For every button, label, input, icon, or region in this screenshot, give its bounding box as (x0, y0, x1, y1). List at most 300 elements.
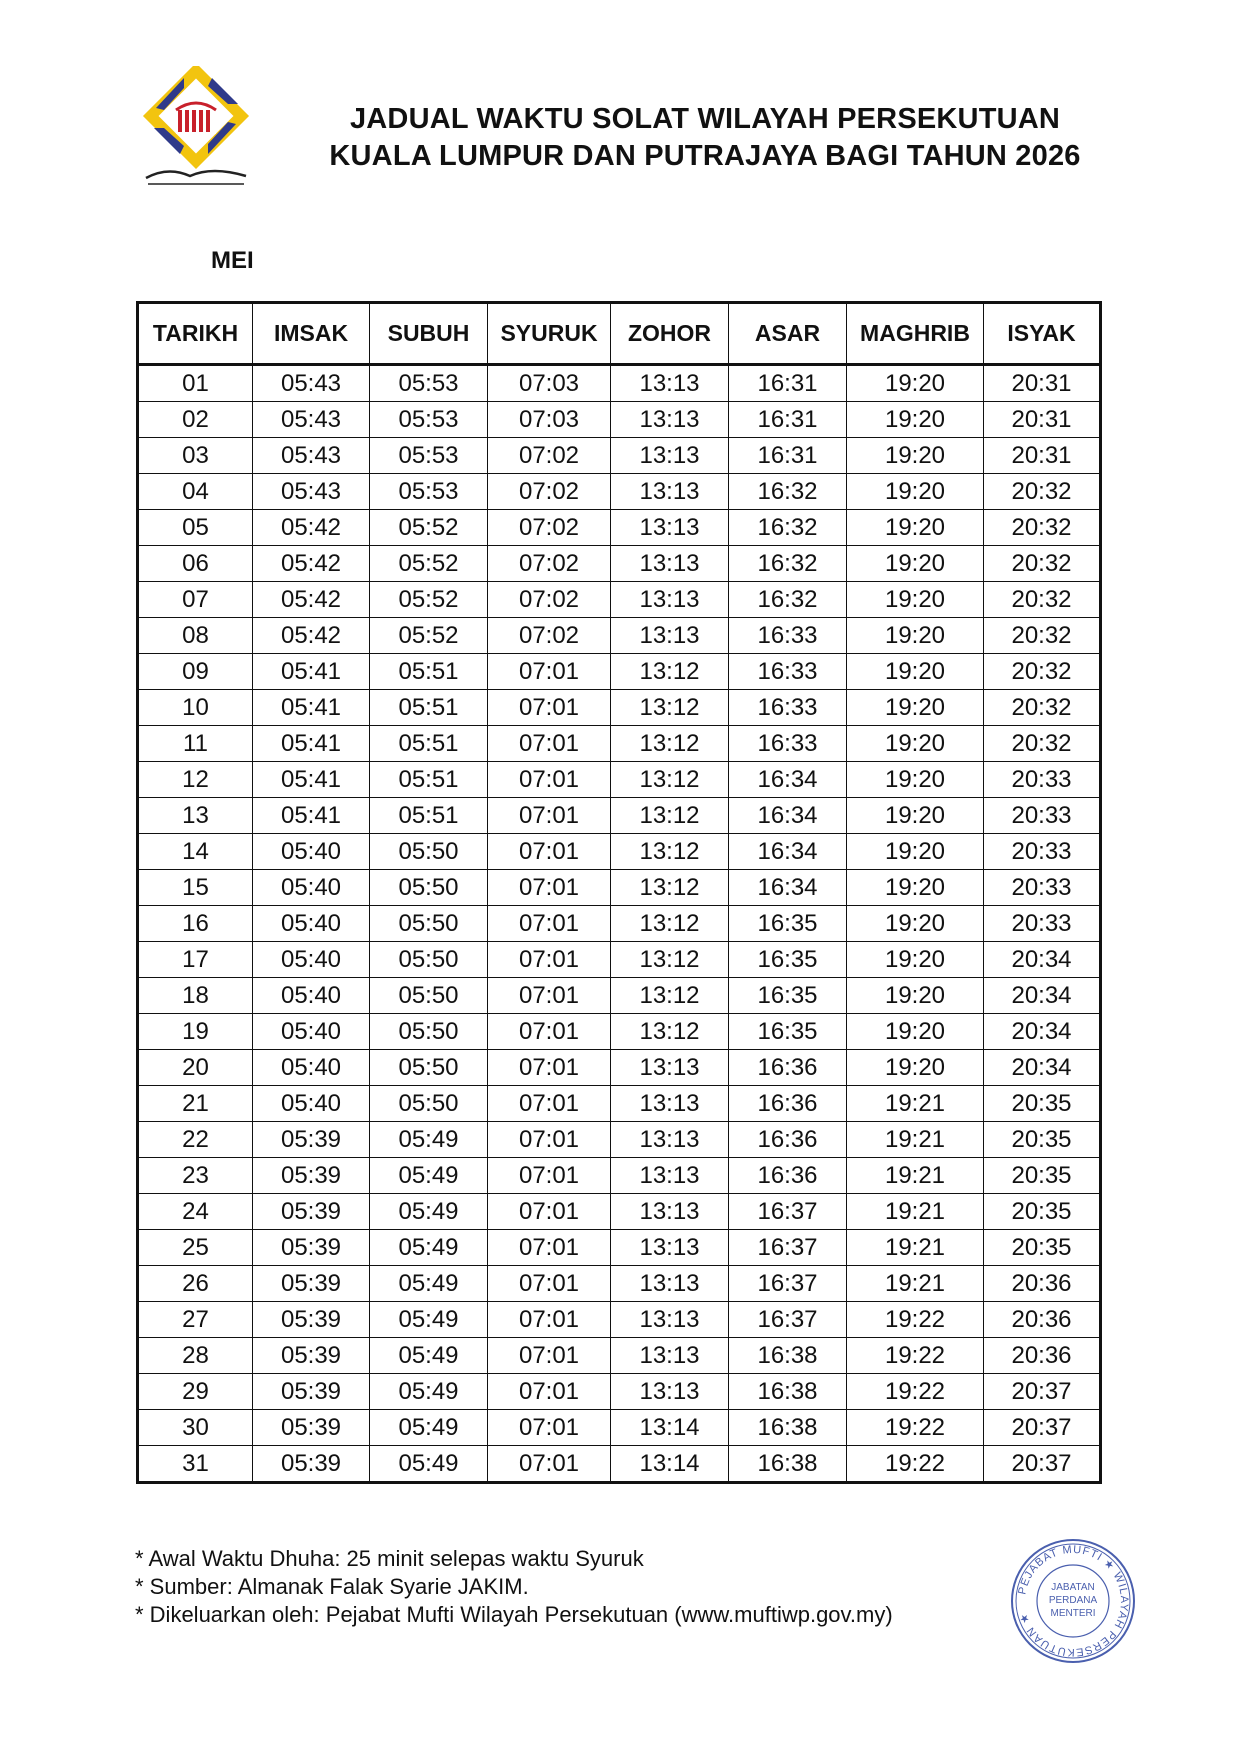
cell-maghrib: 19:20 (847, 942, 984, 978)
cell-imsak: 05:41 (253, 726, 370, 762)
cell-subuh: 05:50 (370, 870, 488, 906)
cell-isyak: 20:33 (984, 834, 1101, 870)
cell-syuruk: 07:01 (488, 942, 611, 978)
table-row (138, 870, 1101, 906)
cell-syuruk: 07:02 (488, 582, 611, 618)
cell-subuh: 05:49 (370, 1266, 488, 1302)
cell-isyak: 20:32 (984, 654, 1101, 690)
cell-imsak: 05:43 (253, 438, 370, 474)
cell-isyak: 20:35 (984, 1158, 1101, 1194)
cell-maghrib: 19:22 (847, 1410, 984, 1446)
cell-subuh: 05:49 (370, 1374, 488, 1410)
cell-syuruk: 07:01 (488, 1086, 611, 1122)
cell-maghrib: 19:20 (847, 510, 984, 546)
cell-isyak: 20:32 (984, 510, 1101, 546)
cell-maghrib: 19:20 (847, 1050, 984, 1086)
cell-isyak: 20:32 (984, 474, 1101, 510)
cell-zohor: 13:13 (611, 1374, 729, 1410)
cell-syuruk: 07:01 (488, 690, 611, 726)
table-row (138, 1086, 1101, 1122)
cell-tarikh: 01 (138, 365, 253, 402)
cell-isyak: 20:37 (984, 1410, 1101, 1446)
cell-maghrib: 19:22 (847, 1302, 984, 1338)
cell-zohor: 13:13 (611, 1122, 729, 1158)
cell-syuruk: 07:03 (488, 365, 611, 402)
cell-subuh: 05:49 (370, 1338, 488, 1374)
cell-maghrib: 19:20 (847, 798, 984, 834)
cell-tarikh: 09 (138, 654, 253, 690)
cell-zohor: 13:12 (611, 942, 729, 978)
cell-subuh: 05:50 (370, 834, 488, 870)
official-stamp (1009, 1537, 1137, 1665)
cell-maghrib: 19:20 (847, 618, 984, 654)
cell-zohor: 13:12 (611, 906, 729, 942)
cell-maghrib: 19:20 (847, 906, 984, 942)
cell-asar: 16:32 (729, 582, 847, 618)
cell-subuh: 05:49 (370, 1122, 488, 1158)
cell-asar: 16:35 (729, 1014, 847, 1050)
table-row (138, 1302, 1101, 1338)
cell-asar: 16:38 (729, 1410, 847, 1446)
cell-subuh: 05:53 (370, 438, 488, 474)
cell-zohor: 13:13 (611, 1302, 729, 1338)
table-body (138, 365, 1101, 1483)
cell-subuh: 05:51 (370, 798, 488, 834)
cell-zohor: 13:13 (611, 1050, 729, 1086)
cell-asar: 16:36 (729, 1158, 847, 1194)
cell-isyak: 20:33 (984, 906, 1101, 942)
table-row (138, 1122, 1101, 1158)
stamp-line-2: PERDANA (1048, 1595, 1098, 1606)
table-row (138, 654, 1101, 690)
cell-zohor: 13:12 (611, 870, 729, 906)
cell-imsak: 05:40 (253, 978, 370, 1014)
cell-maghrib: 19:20 (847, 762, 984, 798)
title-line-2: KUALA LUMPUR DAN PUTRAJAYA BAGI TAHUN 2026 (329, 140, 1081, 172)
cell-zohor: 13:13 (611, 582, 729, 618)
cell-imsak: 05:39 (253, 1302, 370, 1338)
cell-tarikh: 10 (138, 690, 253, 726)
table-row (138, 1014, 1101, 1050)
table-row (138, 726, 1101, 762)
cell-tarikh: 16 (138, 906, 253, 942)
cell-imsak: 05:40 (253, 1086, 370, 1122)
note-source: * Sumber: Almanak Falak Syarie JAKIM. (135, 1574, 529, 1599)
cell-asar: 16:35 (729, 906, 847, 942)
cell-zohor: 13:12 (611, 690, 729, 726)
cell-subuh: 05:52 (370, 510, 488, 546)
cell-tarikh: 06 (138, 546, 253, 582)
cell-imsak: 05:43 (253, 365, 370, 402)
cell-isyak: 20:33 (984, 762, 1101, 798)
cell-tarikh: 22 (138, 1122, 253, 1158)
cell-maghrib: 19:20 (847, 654, 984, 690)
cell-zohor: 13:12 (611, 654, 729, 690)
table-row (138, 978, 1101, 1014)
cell-zohor: 13:13 (611, 1230, 729, 1266)
cell-subuh: 05:50 (370, 978, 488, 1014)
table-row (138, 582, 1101, 618)
cell-syuruk: 07:01 (488, 1302, 611, 1338)
cell-imsak: 05:39 (253, 1410, 370, 1446)
cell-tarikh: 25 (138, 1230, 253, 1266)
cell-subuh: 05:51 (370, 726, 488, 762)
cell-imsak: 05:42 (253, 618, 370, 654)
cell-imsak: 05:39 (253, 1230, 370, 1266)
cell-syuruk: 07:02 (488, 438, 611, 474)
cell-asar: 16:37 (729, 1266, 847, 1302)
cell-imsak: 05:39 (253, 1158, 370, 1194)
note-dhuha: * Awal Waktu Dhuha: 25 minit selepas waktu Syuruk (135, 1546, 644, 1571)
cell-imsak: 05:43 (253, 402, 370, 438)
cell-subuh: 05:52 (370, 582, 488, 618)
cell-subuh: 05:51 (370, 762, 488, 798)
cell-syuruk: 07:02 (488, 510, 611, 546)
table-row (138, 1158, 1101, 1194)
cell-maghrib: 19:20 (847, 870, 984, 906)
column-header-asar: ASAR (729, 303, 847, 365)
cell-imsak: 05:42 (253, 582, 370, 618)
cell-asar: 16:34 (729, 762, 847, 798)
cell-syuruk: 07:01 (488, 798, 611, 834)
cell-tarikh: 24 (138, 1194, 253, 1230)
cell-tarikh: 11 (138, 726, 253, 762)
month-label: MEI (211, 247, 254, 274)
column-header-subuh: SUBUH (370, 303, 488, 365)
cell-maghrib: 19:20 (847, 690, 984, 726)
cell-imsak: 05:40 (253, 1014, 370, 1050)
cell-zohor: 13:13 (611, 1194, 729, 1230)
cell-tarikh: 19 (138, 1014, 253, 1050)
cell-asar: 16:36 (729, 1086, 847, 1122)
cell-isyak: 20:32 (984, 690, 1101, 726)
table-row (138, 906, 1101, 942)
cell-tarikh: 21 (138, 1086, 253, 1122)
cell-subuh: 05:49 (370, 1230, 488, 1266)
column-header-maghrib: MAGHRIB (847, 303, 984, 365)
stamp-line-1: JABATAN (1051, 1582, 1095, 1593)
table-row (138, 1338, 1101, 1374)
cell-subuh: 05:53 (370, 402, 488, 438)
cell-asar: 16:37 (729, 1302, 847, 1338)
cell-imsak: 05:39 (253, 1122, 370, 1158)
cell-isyak: 20:32 (984, 726, 1101, 762)
cell-subuh: 05:51 (370, 654, 488, 690)
cell-isyak: 20:34 (984, 1050, 1101, 1086)
cell-tarikh: 18 (138, 978, 253, 1014)
table-row (138, 618, 1101, 654)
table-row (138, 690, 1101, 726)
cell-isyak: 20:36 (984, 1266, 1101, 1302)
cell-isyak: 20:32 (984, 582, 1101, 618)
cell-tarikh: 23 (138, 1158, 253, 1194)
cell-maghrib: 19:20 (847, 582, 984, 618)
cell-zohor: 13:12 (611, 978, 729, 1014)
cell-subuh: 05:49 (370, 1410, 488, 1446)
table-row (138, 1266, 1101, 1302)
cell-syuruk: 07:01 (488, 1014, 611, 1050)
cell-isyak: 20:35 (984, 1230, 1101, 1266)
cell-maghrib: 19:20 (847, 726, 984, 762)
cell-tarikh: 12 (138, 762, 253, 798)
cell-asar: 16:32 (729, 546, 847, 582)
cell-subuh: 05:49 (370, 1446, 488, 1483)
cell-imsak: 05:42 (253, 546, 370, 582)
column-header-syuruk: SYURUK (488, 303, 611, 365)
cell-isyak: 20:34 (984, 1014, 1101, 1050)
cell-syuruk: 07:01 (488, 1230, 611, 1266)
prayer-timetable (136, 301, 1102, 1484)
cell-syuruk: 07:01 (488, 906, 611, 942)
table-row (138, 402, 1101, 438)
cell-asar: 16:38 (729, 1338, 847, 1374)
cell-subuh: 05:52 (370, 546, 488, 582)
table-row (138, 474, 1101, 510)
column-header-imsak: IMSAK (253, 303, 370, 365)
cell-syuruk: 07:02 (488, 546, 611, 582)
cell-asar: 16:34 (729, 834, 847, 870)
cell-imsak: 05:40 (253, 1050, 370, 1086)
cell-imsak: 05:39 (253, 1194, 370, 1230)
table-row (138, 942, 1101, 978)
cell-asar: 16:31 (729, 438, 847, 474)
cell-asar: 16:34 (729, 798, 847, 834)
cell-imsak: 05:40 (253, 906, 370, 942)
cell-tarikh: 30 (138, 1410, 253, 1446)
cell-imsak: 05:39 (253, 1338, 370, 1374)
cell-syuruk: 07:02 (488, 474, 611, 510)
cell-subuh: 05:53 (370, 474, 488, 510)
table-row (138, 546, 1101, 582)
cell-maghrib: 19:20 (847, 1014, 984, 1050)
cell-tarikh: 03 (138, 438, 253, 474)
cell-isyak: 20:37 (984, 1446, 1101, 1483)
stamp-ring-text: PEJABAT MUFTI ★ WILAYAH PERSEKUTUAN ★ (1016, 1543, 1131, 1659)
cell-subuh: 05:50 (370, 1014, 488, 1050)
cell-maghrib: 19:20 (847, 438, 984, 474)
cell-zohor: 13:13 (611, 1086, 729, 1122)
cell-zohor: 13:14 (611, 1446, 729, 1483)
cell-syuruk: 07:03 (488, 402, 611, 438)
cell-zohor: 13:14 (611, 1410, 729, 1446)
cell-maghrib: 19:20 (847, 978, 984, 1014)
cell-isyak: 20:37 (984, 1374, 1101, 1410)
cell-zohor: 13:13 (611, 402, 729, 438)
table-row (138, 1194, 1101, 1230)
cell-tarikh: 02 (138, 402, 253, 438)
cell-maghrib: 19:21 (847, 1158, 984, 1194)
cell-syuruk: 07:01 (488, 978, 611, 1014)
cell-tarikh: 15 (138, 870, 253, 906)
cell-zohor: 13:12 (611, 726, 729, 762)
table-row (138, 1410, 1101, 1446)
cell-maghrib: 19:22 (847, 1338, 984, 1374)
cell-maghrib: 19:20 (847, 402, 984, 438)
cell-maghrib: 19:21 (847, 1086, 984, 1122)
cell-imsak: 05:39 (253, 1266, 370, 1302)
cell-subuh: 05:53 (370, 365, 488, 402)
cell-isyak: 20:31 (984, 438, 1101, 474)
document-title (270, 101, 1140, 175)
cell-syuruk: 07:01 (488, 726, 611, 762)
cell-zohor: 13:13 (611, 1338, 729, 1374)
cell-asar: 16:33 (729, 618, 847, 654)
table-header-row (138, 303, 1101, 365)
column-header-isyak: ISYAK (984, 303, 1101, 365)
cell-tarikh: 27 (138, 1302, 253, 1338)
cell-isyak: 20:31 (984, 365, 1101, 402)
cell-subuh: 05:49 (370, 1158, 488, 1194)
cell-imsak: 05:39 (253, 1446, 370, 1483)
cell-zohor: 13:12 (611, 798, 729, 834)
cell-zohor: 13:13 (611, 1158, 729, 1194)
cell-zohor: 13:12 (611, 762, 729, 798)
table-row (138, 1230, 1101, 1266)
cell-maghrib: 19:20 (847, 474, 984, 510)
cell-asar: 16:37 (729, 1230, 847, 1266)
cell-maghrib: 19:22 (847, 1446, 984, 1483)
cell-isyak: 20:34 (984, 978, 1101, 1014)
cell-subuh: 05:50 (370, 1086, 488, 1122)
cell-subuh: 05:49 (370, 1194, 488, 1230)
cell-maghrib: 19:21 (847, 1122, 984, 1158)
cell-maghrib: 19:21 (847, 1194, 984, 1230)
cell-asar: 16:35 (729, 942, 847, 978)
cell-imsak: 05:40 (253, 942, 370, 978)
cell-imsak: 05:43 (253, 474, 370, 510)
cell-maghrib: 19:20 (847, 365, 984, 402)
cell-zohor: 13:13 (611, 365, 729, 402)
title-line-1: JADUAL WAKTU SOLAT WILAYAH PERSEKUTUAN (349, 103, 1061, 135)
cell-tarikh: 29 (138, 1374, 253, 1410)
table-row (138, 834, 1101, 870)
cell-syuruk: 07:01 (488, 870, 611, 906)
cell-tarikh: 07 (138, 582, 253, 618)
cell-zohor: 13:12 (611, 1014, 729, 1050)
cell-isyak: 20:35 (984, 1086, 1101, 1122)
cell-asar: 16:32 (729, 474, 847, 510)
cell-isyak: 20:35 (984, 1194, 1101, 1230)
cell-asar: 16:31 (729, 402, 847, 438)
cell-imsak: 05:40 (253, 834, 370, 870)
cell-isyak: 20:36 (984, 1338, 1101, 1374)
cell-isyak: 20:32 (984, 546, 1101, 582)
cell-syuruk: 07:01 (488, 1374, 611, 1410)
cell-isyak: 20:36 (984, 1302, 1101, 1338)
cell-syuruk: 07:01 (488, 1338, 611, 1374)
cell-maghrib: 19:22 (847, 1374, 984, 1410)
cell-tarikh: 14 (138, 834, 253, 870)
table-row (138, 1446, 1101, 1483)
cell-syuruk: 07:01 (488, 1410, 611, 1446)
cell-imsak: 05:41 (253, 798, 370, 834)
cell-isyak: 20:32 (984, 618, 1101, 654)
cell-subuh: 05:50 (370, 942, 488, 978)
cell-maghrib: 19:21 (847, 1266, 984, 1302)
cell-tarikh: 20 (138, 1050, 253, 1086)
cell-subuh: 05:50 (370, 1050, 488, 1086)
cell-asar: 16:36 (729, 1122, 847, 1158)
cell-subuh: 05:50 (370, 906, 488, 942)
cell-subuh: 05:49 (370, 1302, 488, 1338)
cell-syuruk: 07:01 (488, 834, 611, 870)
table-row (138, 1374, 1101, 1410)
stamp-line-3: MENTERI (1050, 1608, 1096, 1619)
cell-maghrib: 19:20 (847, 834, 984, 870)
cell-zohor: 13:13 (611, 1266, 729, 1302)
column-header-zohor: ZOHOR (611, 303, 729, 365)
table-row (138, 510, 1101, 546)
cell-imsak: 05:39 (253, 1374, 370, 1410)
cell-tarikh: 31 (138, 1446, 253, 1483)
table-row (138, 798, 1101, 834)
cell-tarikh: 17 (138, 942, 253, 978)
cell-asar: 16:35 (729, 978, 847, 1014)
cell-asar: 16:33 (729, 690, 847, 726)
cell-tarikh: 13 (138, 798, 253, 834)
cell-zohor: 13:13 (611, 510, 729, 546)
cell-isyak: 20:35 (984, 1122, 1101, 1158)
cell-syuruk: 07:02 (488, 618, 611, 654)
footnotes (135, 1545, 893, 1629)
cell-asar: 16:34 (729, 870, 847, 906)
cell-zohor: 13:13 (611, 474, 729, 510)
cell-subuh: 05:51 (370, 690, 488, 726)
cell-syuruk: 07:01 (488, 654, 611, 690)
cell-imsak: 05:41 (253, 654, 370, 690)
cell-isyak: 20:33 (984, 870, 1101, 906)
cell-zohor: 13:13 (611, 618, 729, 654)
cell-maghrib: 19:21 (847, 1230, 984, 1266)
cell-isyak: 20:34 (984, 942, 1101, 978)
cell-syuruk: 07:01 (488, 1266, 611, 1302)
cell-syuruk: 07:01 (488, 1446, 611, 1483)
cell-maghrib: 19:20 (847, 546, 984, 582)
cell-asar: 16:36 (729, 1050, 847, 1086)
cell-imsak: 05:42 (253, 510, 370, 546)
cell-subuh: 05:52 (370, 618, 488, 654)
table-row (138, 1050, 1101, 1086)
cell-imsak: 05:41 (253, 762, 370, 798)
cell-zohor: 13:12 (611, 834, 729, 870)
cell-asar: 16:37 (729, 1194, 847, 1230)
cell-syuruk: 07:01 (488, 1050, 611, 1086)
cell-asar: 16:32 (729, 510, 847, 546)
cell-tarikh: 04 (138, 474, 253, 510)
cell-imsak: 05:40 (253, 870, 370, 906)
cell-syuruk: 07:01 (488, 1194, 611, 1230)
cell-asar: 16:31 (729, 365, 847, 402)
cell-isyak: 20:31 (984, 402, 1101, 438)
cell-syuruk: 07:01 (488, 1122, 611, 1158)
cell-asar: 16:33 (729, 726, 847, 762)
cell-syuruk: 07:01 (488, 762, 611, 798)
cell-zohor: 13:13 (611, 546, 729, 582)
column-header-tarikh: TARIKH (138, 303, 253, 365)
cell-zohor: 13:13 (611, 438, 729, 474)
department-logo (138, 66, 254, 196)
cell-syuruk: 07:01 (488, 1158, 611, 1194)
cell-tarikh: 08 (138, 618, 253, 654)
cell-tarikh: 05 (138, 510, 253, 546)
cell-imsak: 05:41 (253, 690, 370, 726)
table-row (138, 762, 1101, 798)
cell-asar: 16:38 (729, 1446, 847, 1483)
note-issuer: * Dikeluarkan oleh: Pejabat Mufti Wilayah Persekutuan (www.muftiwp.gov.my) (135, 1602, 893, 1627)
cell-tarikh: 26 (138, 1266, 253, 1302)
cell-asar: 16:38 (729, 1374, 847, 1410)
cell-asar: 16:33 (729, 654, 847, 690)
